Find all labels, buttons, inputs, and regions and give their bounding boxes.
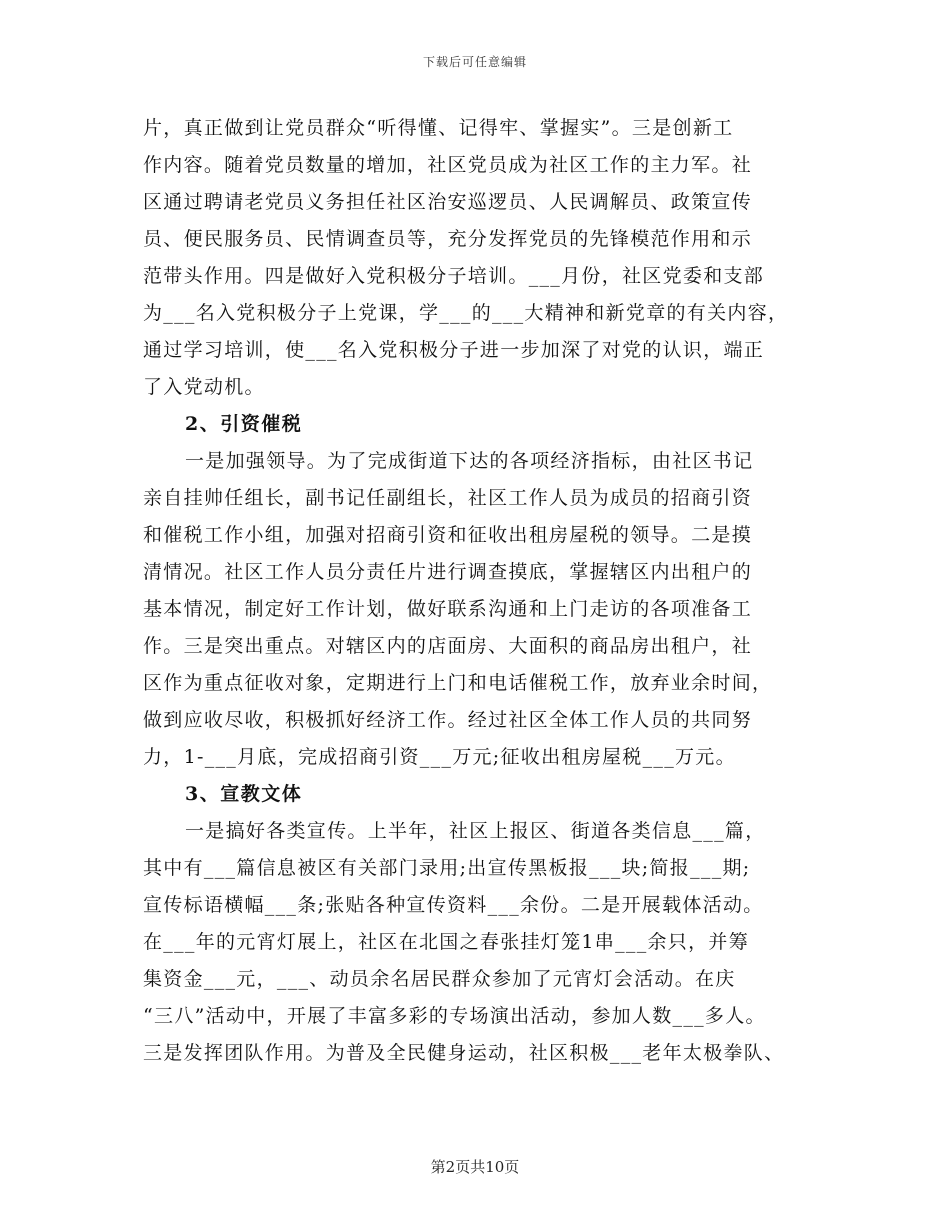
paragraph-line: 其中有___篇信息被区有关部门录用;出宣传黑板报___块;简报___期; bbox=[143, 857, 751, 879]
section-heading-2: 2、引资催税 bbox=[185, 413, 303, 435]
paragraph-line: 基本情况，制定好工作计划，做好联系沟通和上门走访的各项准备工 bbox=[143, 598, 753, 620]
paragraph-line: 和催税工作小组，加强对招商引资和征收出租房屋税的领导。二是摸 bbox=[143, 524, 753, 546]
paragraph-line: “三八”活动中，开展了丰富多彩的专场演出活动，参加人数___多人。 bbox=[143, 1005, 766, 1027]
paragraph-line: 作。三是突出重点。对辖区内的店面房、大面积的商品房出租户，社 bbox=[143, 635, 753, 657]
paragraph-line: 区作为重点征收对象，定期进行上门和电话催税工作，放弃业余时间， bbox=[143, 672, 773, 694]
paragraph-line: 为___名入党积极分子上党课，学___的___大精神和新党章的有关内容， bbox=[143, 302, 789, 324]
paragraph-line: 作内容。随着党员数量的增加，社区党员成为社区工作的主力军。社 bbox=[143, 154, 753, 176]
paragraph-line: 区通过聘请老党员义务担任社区治安巡逻员、人民调解员、政策宣传 bbox=[143, 191, 753, 213]
paragraph-line: 片，真正做到让党员群众“听得懂、记得牢、掌握实”。三是创新工 bbox=[143, 117, 734, 139]
paragraph-line: 做到应收尽收，积极抓好经济工作。经过社区全体工作人员的共同努 bbox=[143, 709, 753, 731]
paragraph-line: 在___年的元宵灯展上，社区在北国之春张挂灯笼1串___余只，并筹 bbox=[143, 931, 749, 953]
paragraph-line: 一是加强领导。为了完成街道下达的各项经济指标，由社区书记 bbox=[185, 450, 754, 472]
section-heading-3: 3、宣教文体 bbox=[185, 783, 303, 805]
paragraph-line: 亲自挂帅任组长，副书记任副组长，社区工作人员为成员的招商引资 bbox=[143, 487, 753, 509]
paragraph-line: 清情况。社区工作人员分责任片进行调查摸底，掌握辖区内出租户的 bbox=[143, 561, 753, 583]
paragraph-line: 通过学习培训，使___名入党积极分子进一步加深了对党的认识，端正 bbox=[143, 339, 765, 361]
page-header: 下载后可任意编辑 bbox=[422, 55, 527, 69]
paragraph-line: 三是发挥团队作用。为普及全民健身运动，社区积极___老年太极拳队、 bbox=[143, 1042, 785, 1064]
paragraph-line: 力，1-___月底，完成招商引资___万元;征收出租房屋税___万元。 bbox=[143, 746, 736, 768]
paragraph-line: 范带头作用。四是做好入党积极分子培训。___月份，社区党委和支部 bbox=[143, 265, 765, 287]
page-number: 第2页共10页 bbox=[430, 1158, 520, 1176]
paragraph-line: 宣传标语横幅___条;张贴各种宣传资料___余份。二是开展载体活动。 bbox=[143, 894, 764, 916]
paragraph-line: 一是搞好各类宣传。上半年，社区上报区、街道各类信息___篇， bbox=[185, 820, 766, 842]
paragraph-line: 了入党动机。 bbox=[143, 376, 265, 398]
paragraph-line: 集资金___元，___、动员余名居民群众参加了元宵灯会活动。在庆 bbox=[143, 968, 736, 990]
document-body bbox=[143, 110, 823, 1072]
paragraph-line: 员、便民服务员、民情调查员等，充分发挥党员的先锋模范作用和示 bbox=[143, 228, 753, 250]
